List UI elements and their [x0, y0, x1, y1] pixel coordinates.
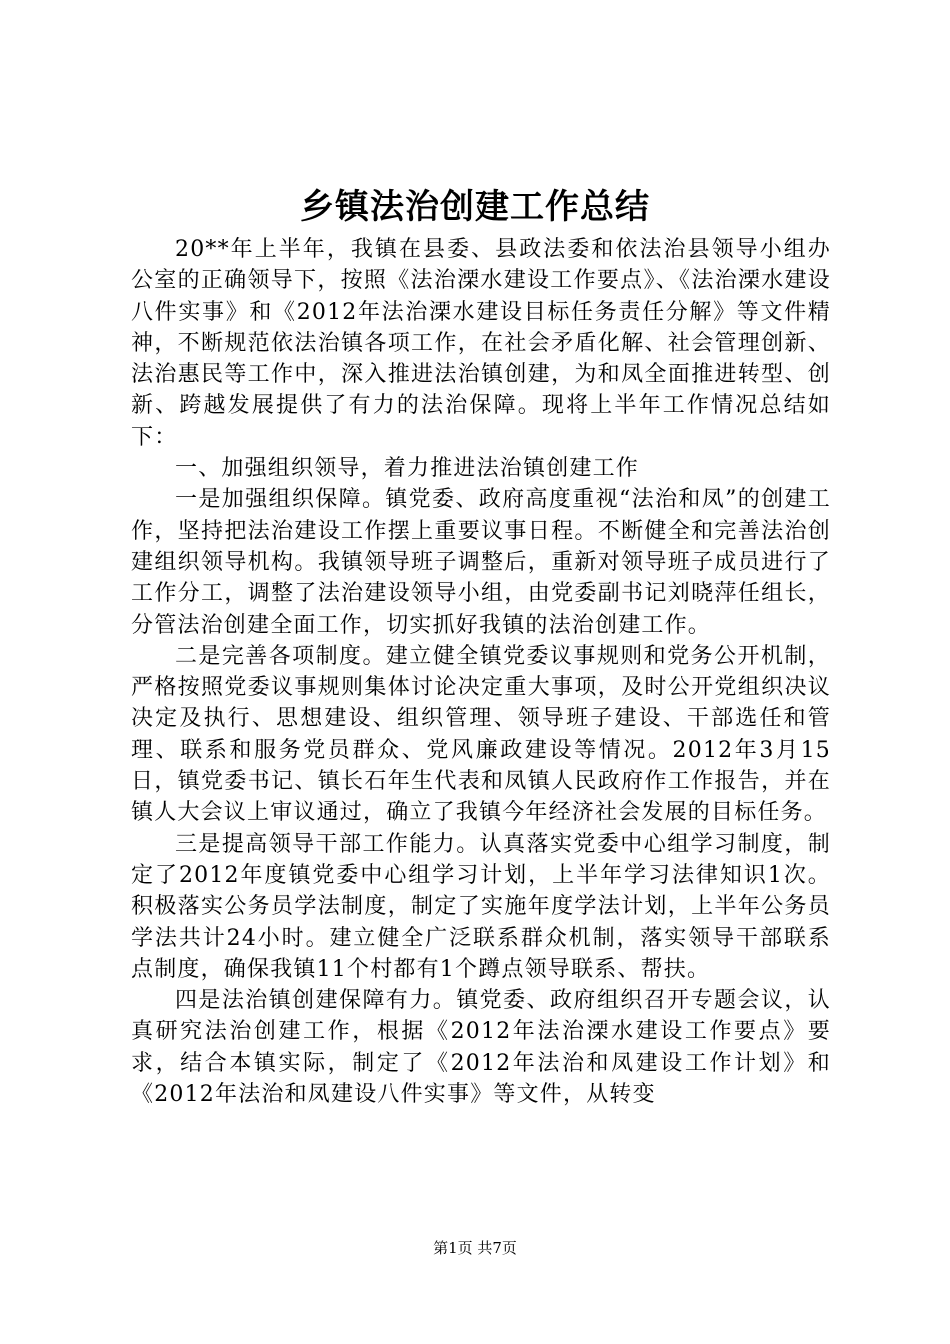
section-heading-1: 一、加强组织领导，着力推进法治镇创建工作: [175, 456, 640, 482]
paragraph-creation-guarantee: 四是法治镇创建保障有力。镇党委、政府组织召开专题会议，认真研究法治创建工作，根据《2012年法治溧水建设工作要点》要求，结合本镇实际，制定了《2012年法治和凤建设工作计划》和《2012年法治和凤建设八件实事》等文件，从转变: [131, 988, 831, 1108]
document-title: 乡镇法治创建工作总结: [300, 187, 650, 227]
paragraph-intro: 20**年上半年，我镇在县委、县政法委和依法治县领导小组办公室的正确领导下，按照《法治溧水建设工作要点》、《法治溧水建设八件实事》和《2012年法治溧水建设目标任务责任分解》等文件精神，不断规范依法治镇各项工作，在社会矛盾化解、社会管理创新、法治惠民等工作中，深入推进法治镇创建，为和凤全面推进转型、创新、跨越发展提供了有力的法治保障。现将上半年工作情况总结如下：: [131, 237, 831, 450]
document-body: [131, 234, 831, 1110]
paragraph-organization-guarantee: 一是加强组织保障。镇党委、政府高度重视“法治和凤”的创建工作，坚持把法治建设工作摆上重要议事日程。不断健全和完善法治创建组织领导机构。我镇领导班子调整后，重新对领导班子成员进行了工作分工，调整了法治建设领导小组，由党委副书记刘晓萍任组长，分管法治创建全面工作，切实抓好我镇的法治创建工作。: [131, 487, 831, 638]
page-number: 第1页 共7页: [433, 1239, 517, 1257]
paragraph-system-improvement: 二是完善各项制度。建立健全镇党委议事规则和党务公开机制，严格按照党委议事规则集体讨论决定重大事项，及时公开党组织决议决定及执行、思想建设、组织管理、领导班子建设、干部选任和管理、联系和服务党员群众、党风廉政建设等情况。2012年3月15日，镇党委书记、镇长石年生代表和凤镇人民政府作工作报告，并在镇人大会议上审议通过，确立了我镇今年经济社会发展的目标任务。: [131, 643, 831, 826]
paragraph-leadership-capability: 三是提高领导干部工作能力。认真落实党委中心组学习制度，制定了2012年度镇党委中心组学习计划，上半年学习法律知识1次。积极落实公务员学法制度，制定了实施年度学法计划，上半年公务员学法共计24小时。建立健全广泛联系群众机制，落实领导干部联系点制度，确保我镇11个村都有1个蹲点领导联系、帮扶。: [131, 831, 831, 982]
